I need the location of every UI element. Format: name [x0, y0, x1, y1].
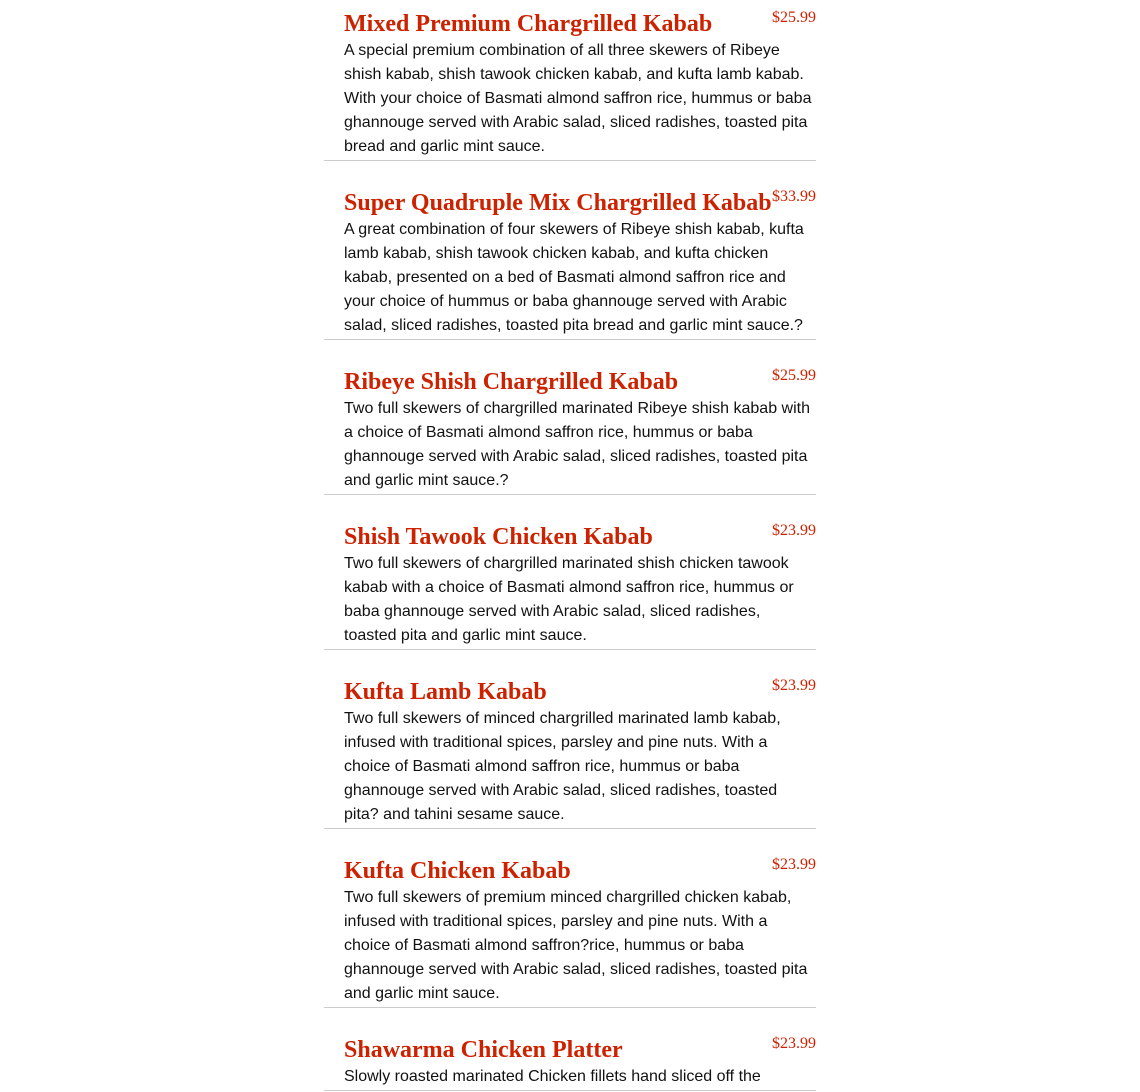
menu-item-description: Two full skewers of chargrilled marinated shish chicken tawook kabab with a choice of Basmati almond saffron rice, hummus or baba ghannouge served with Arabic salad, sliced radishes, toasted pita and garlic mint sauce.: [344, 555, 794, 644]
menu-item-name: Kufta Chicken Kabab: [344, 858, 571, 884]
menu-item-name: Ribeye Shish Chargrilled Kabab: [344, 369, 679, 395]
menu-item-name: Super Quadruple Mix Chargrilled Kabab: [344, 190, 772, 216]
menu-item-price: $23.99: [772, 1035, 816, 1052]
menu-item: [324, 161, 816, 340]
menu-item: [324, 829, 816, 1008]
menu-item: [324, 1008, 816, 1091]
menu-item-price: $23.99: [772, 856, 816, 873]
menu-item-price: $23.99: [772, 522, 816, 539]
menu-item-name: Mixed Premium Chargrilled Kabab: [344, 11, 713, 37]
menu-item-price: $25.99: [772, 367, 816, 384]
menu-item-description: Slowly roasted marinated Chicken fillets hand sliced off the: [344, 1068, 761, 1085]
menu-item: [324, 495, 816, 650]
menu-item-description: Two full skewers of minced chargrilled marinated lamb kabab, infused with traditional spices, parsley and pine nuts. With a choice of Basmati almond saffron rice, hummus or baba ghannouge served with Arabic salad, sliced radishes, toasted pita? and tahini sesame sauce.: [344, 710, 781, 823]
menu-item-name: Kufta Lamb Kabab: [344, 679, 547, 705]
menu-item: [324, 340, 816, 495]
menu-item: [324, 650, 816, 829]
menu-item-price: $33.99: [772, 188, 816, 205]
menu-item-name: Shawarma Chicken Platter: [344, 1037, 623, 1063]
menu-item-description: A special premium combination of all three skewers of Ribeye shish kabab, shish tawook chicken kabab, and kufta lamb kabab. With your choice of Basmati almond saffron rice, hummus or baba ghannouge served with Arabic salad, sliced radishes, toasted pita bread and garlic mint sauce.: [344, 42, 812, 155]
menu-item: [324, 0, 816, 161]
menu-item-price: $23.99: [772, 677, 816, 694]
menu-item-price: $25.99: [772, 9, 816, 26]
menu-list: [324, 0, 816, 1091]
menu-item-description: A great combination of four skewers of Ribeye shish kabab, kufta lamb kabab, shish tawook chicken kabab, and kufta chicken kabab, presented on a bed of Basmati almond saffron rice and your choice of hummus or baba ghannouge served with Arabic salad, sliced radishes, toasted pita bread and garlic mint sauce.?: [344, 221, 804, 334]
menu-item-name: Shish Tawook Chicken Kabab: [344, 524, 653, 550]
menu-item-description: Two full skewers of premium minced chargrilled chicken kabab, infused with traditional spices, parsley and pine nuts. With a choice of Basmati almond saffron?rice, hummus or baba ghannouge served with Arabic salad, sliced radishes, toasted pita and garlic mint sauce.: [344, 889, 808, 1002]
menu-item-description: Two full skewers of chargrilled marinated Ribeye shish kabab with a choice of Basmati almond saffron rice, hummus or baba ghannouge served with Arabic salad, sliced radishes, toasted pita and garlic mint sauce.?: [344, 400, 810, 489]
